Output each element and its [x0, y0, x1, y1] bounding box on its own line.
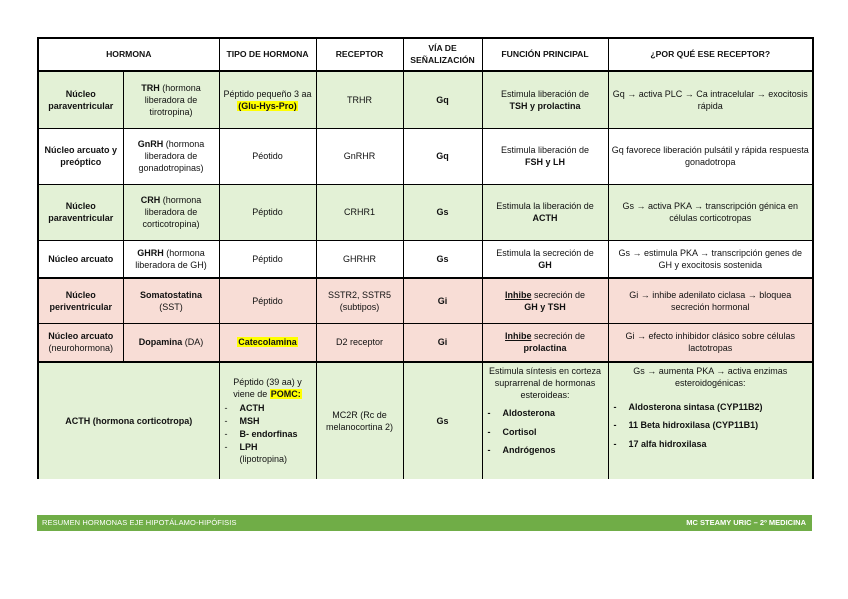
list-item: - ACTH [223, 402, 313, 414]
porque-cell: Gs → estimula PKA → transcripción genes de GH y exocitosis sostenida [608, 240, 813, 278]
porque-cell: Gi → efecto inhibidor clásico sobre células lactotropas [608, 323, 813, 362]
funcion-cell [482, 128, 608, 184]
funcion-cell [482, 184, 608, 240]
header-hormona: HORMONA [38, 38, 219, 71]
header-porque: ¿POR QUÉ ESE RECEPTOR? [608, 38, 813, 71]
hormona-cell [123, 278, 219, 323]
list-item: - 11 Beta hidroxilasa (CYP11B1) [612, 419, 810, 431]
hormona-name: (hormona liberadora de tirotropina) [144, 82, 201, 117]
via-cell: Gq [403, 128, 482, 184]
tipo-highlight: (Glu-Hys-Pro) [238, 100, 297, 111]
receptor-cell: TRHR [316, 71, 403, 128]
hormona-cell [123, 71, 219, 128]
funcion-text: secreción de [531, 331, 586, 342]
receptor-cell: CRHR1 [316, 184, 403, 240]
funcion-cell [482, 278, 608, 323]
porque-cell: Gi → inhibe adenilato ciclasa → bloquea secreción hormonal [608, 278, 813, 323]
nucleo-cell: Núcleo arcuato [38, 240, 123, 278]
via-cell: Gs [403, 184, 482, 240]
receptor-cell: SSTR2, SSTR5 (subtipos) [316, 278, 403, 323]
funcion-text: Estimula liberación de [500, 144, 590, 155]
funcion-bold: TSH y prolactina [509, 100, 581, 111]
hormona-abbr: Somatostatina [140, 289, 203, 300]
funcion-text: Estimula síntesis en corteza suprarrenal de hormonas esteroideas: [488, 366, 602, 401]
nucleo-cell: Núcleo arcuato y preóptico [38, 128, 123, 184]
footer-author: MC STEAMY URIC – 2º MEDICINA [686, 518, 806, 527]
funcion-underline: Inhibe [505, 289, 532, 300]
header-via: VÍA DE SEÑALIZACIÓN [403, 38, 482, 71]
via-cell: Gs [403, 240, 482, 278]
hormona-name: (SST) [159, 301, 183, 312]
funcion-bold: GH y TSH [524, 301, 566, 312]
funcion-cell [482, 240, 608, 278]
nucleo-sub: (neurohormona) [48, 343, 114, 354]
porque-cell: Gs → activa PKA → transcripción génica en células corticotropas [608, 184, 813, 240]
hormone-table [37, 37, 814, 479]
funcion-text: Estimula liberación de [500, 88, 590, 99]
funcion-cell [482, 323, 608, 362]
porque-cell [608, 362, 813, 479]
tipo-cell [219, 71, 316, 128]
hormona-abbr: GnRH [137, 138, 164, 149]
via-cell: Gs [403, 362, 482, 479]
tipo-cell [219, 323, 316, 362]
funcion-text: Estimula la secreción de [496, 247, 594, 258]
hormona-abbr: CRH [140, 194, 161, 205]
funcion-cell [482, 362, 608, 479]
funcion-bold: FSH y LH [525, 157, 566, 167]
header-receptor: RECEPTOR [316, 38, 403, 71]
list-item: - Aldosterona [486, 407, 605, 419]
list-item: - 17 alfa hidroxilasa [612, 438, 810, 450]
tipo-cell: Péptido [219, 278, 316, 323]
table-row-acth [38, 362, 813, 479]
hormona-name: (hormona liberadora de corticotropina) [142, 194, 202, 230]
table-row-crh [38, 184, 813, 240]
receptor-cell: D2 receptor [316, 323, 403, 362]
list-item: - Cortisol [486, 426, 605, 438]
funcion-list [486, 407, 605, 455]
hormona-name: (hormona liberadora de GH) [135, 247, 207, 270]
enzyme-list [612, 401, 810, 449]
footer-title: RESUMEN HORMONAS EJE HIPOTÁLAMO-HIPÓFISIS [42, 518, 237, 527]
footer-bar [37, 515, 812, 531]
hormona-cell [123, 240, 219, 278]
via-cell: Gq [403, 71, 482, 128]
nucleo-cell: Núcleo paraventricular [38, 71, 123, 128]
funcion-bold: prolactina [523, 343, 567, 354]
header-funcion: FUNCIÓN PRINCIPAL [482, 38, 608, 71]
tipo-cell: Péotido [219, 128, 316, 184]
table-row-ghrh [38, 240, 813, 278]
porque-cell: Gq → activa PLC → Ca intracelular → exocitosis rápida [608, 71, 813, 128]
pomc-list [223, 402, 313, 466]
list-item: - MSH [223, 415, 313, 427]
table-row-gnrh [38, 128, 813, 184]
tipo-text: Péptido pequeño 3 aa [223, 88, 312, 99]
funcion-text: Estimula la liberación de [496, 200, 594, 211]
list-item: - Andrógenos [486, 444, 605, 456]
funcion-bold: GH [538, 259, 552, 270]
table-row-dopamina [38, 323, 813, 362]
hormona-abbr: GHRH [137, 247, 164, 258]
funcion-text: secreción de [531, 289, 586, 300]
hormona-abbr: Dopamina [138, 337, 183, 348]
receptor-cell: GnRHR [316, 128, 403, 184]
porque-cell: Gq favorece liberación pulsátil y rápida respuesta gonadotropa [608, 128, 813, 184]
hormona-cell [123, 184, 219, 240]
funcion-bold: ACTH [532, 213, 558, 223]
receptor-cell: GHRHR [316, 240, 403, 278]
table-row-trh [38, 71, 813, 128]
hormona-name: (DA) [182, 337, 204, 348]
hormona-cell: ACTH (hormona corticotropa) [38, 362, 219, 479]
funcion-cell [482, 71, 608, 128]
tipo-cell: Péptido [219, 240, 316, 278]
list-item: - B- endorfinas [223, 428, 313, 440]
nucleo-cell: Núcleo periventricular [38, 278, 123, 323]
list-item: - Aldosterona sintasa (CYP11B2) [612, 401, 810, 413]
hormona-abbr: TRH [141, 82, 160, 93]
tipo-highlight: Catecolamina [238, 337, 297, 348]
hormona-cell [123, 128, 219, 184]
receptor-cell: MC2R (Rc de melanocortina 2) [316, 362, 403, 479]
porque-text: Gs → aumenta PKA → activa enzimas esteroidogénicas: [633, 366, 788, 389]
tipo-cell: Péptido [219, 184, 316, 240]
nucleo-cell [38, 323, 123, 362]
nucleo-cell: Núcleo paraventricular [38, 184, 123, 240]
hormona-name: (hormona liberadora de gonadotropinas) [138, 138, 205, 174]
list-item: - LPH (lipotropina) [223, 441, 313, 465]
table-header-row [38, 38, 813, 71]
hormona-cell [123, 323, 219, 362]
via-cell: Gi [403, 278, 482, 323]
tipo-text: Péptido (39 aa) y viene de [233, 376, 302, 399]
via-cell: Gi [403, 323, 482, 362]
funcion-underline: Inhibe [505, 331, 532, 342]
table-row-somatostatina [38, 278, 813, 323]
tipo-highlight: POMC: [270, 388, 301, 399]
header-tipo: TIPO DE HORMONA [219, 38, 316, 71]
nucleo-text: Núcleo arcuato [48, 331, 114, 342]
tipo-cell [219, 362, 316, 479]
